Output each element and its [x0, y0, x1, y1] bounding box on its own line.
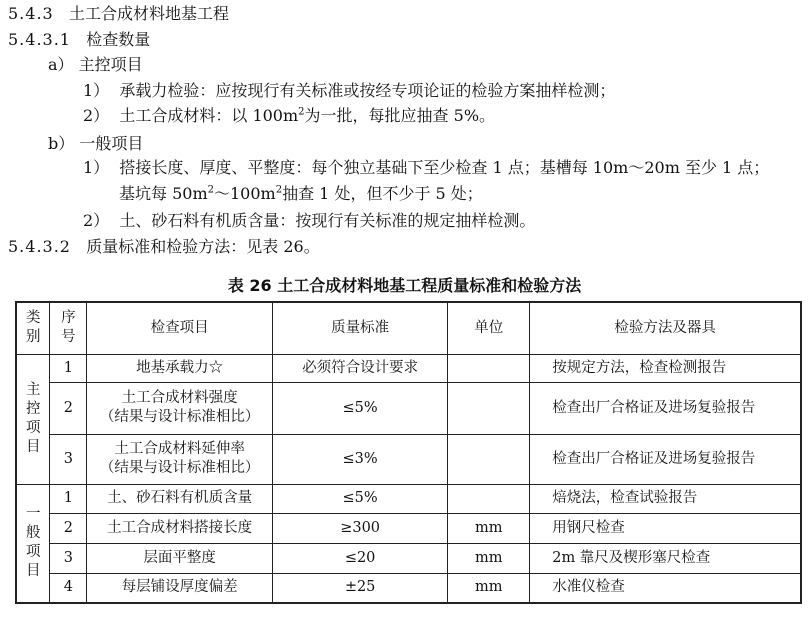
- cell-method: 2m 靠尺及楔形塞尺检查: [530, 543, 801, 573]
- group-label-main: 主 控 项 目: [16, 354, 50, 484]
- cell-item: 土工合成材料搭接长度: [87, 513, 272, 543]
- cell-standard: ≤5%: [272, 484, 448, 513]
- header-item: 检查项目: [87, 302, 272, 354]
- cell-unit: mm: [448, 513, 530, 543]
- cell-item: 土、砂石料有机质含量: [87, 484, 272, 513]
- table-row: [16, 543, 801, 573]
- cell-unit: [448, 434, 530, 484]
- section-heading-5-4-3-2: 5.4.3.2 质量标准和检验方法：见表 26。: [8, 237, 320, 256]
- item-a: a） 主控项目: [48, 55, 143, 74]
- cell-method: 用钢尺检查: [530, 513, 801, 543]
- cell-seq: 2: [50, 382, 87, 434]
- cell-standard: ≤20: [272, 543, 448, 573]
- cell-standard: ±25: [272, 573, 448, 603]
- item-b1: 1） 搭接长度、厚度、平整度：每个独立基础下至少检查 1 点；基槽每 10m～20m 至少 1 点；: [83, 158, 770, 177]
- cell-method: 水准仪检查: [530, 573, 801, 603]
- cell-seq: 1: [50, 354, 87, 382]
- table-row: [16, 434, 801, 484]
- table-row: [16, 382, 801, 434]
- cell-unit: mm: [448, 543, 530, 573]
- item-a2: 2） 土工合成材料：以 $100m^2$为一批，每批应抽查 5%。: [83, 106, 496, 125]
- cell-item: 土工合成材料延伸率 （结果与设计标准相比）: [87, 434, 272, 484]
- cell-unit: [448, 484, 530, 513]
- cell-standard: ≥300: [272, 513, 448, 543]
- cell-method: 检查出厂合格证及进场复验报告: [530, 434, 801, 484]
- item-b2: 2） 土、砂石料有机质含量：按现行有关标准的规定抽样检测。: [83, 211, 536, 230]
- table-row: [16, 484, 801, 513]
- cell-method: 检查出厂合格证及进场复验报告: [530, 382, 801, 434]
- cell-unit: [448, 354, 530, 382]
- cell-seq: 1: [50, 484, 87, 513]
- cell-seq: 2: [50, 513, 87, 543]
- header-unit: 单位: [448, 302, 530, 354]
- item-b1-continuation: 基坑每 $50m^2\sim 100m^2$抽查 1 处，但不少于 5 处；: [119, 184, 483, 203]
- table-caption: 表 26 土工合成材料地基工程质量标准和检验方法: [227, 276, 582, 295]
- cell-unit: mm: [448, 573, 530, 603]
- table-header-row: [16, 302, 801, 354]
- header-method: 检验方法及器具: [530, 302, 801, 354]
- cell-item: 层面平整度: [87, 543, 272, 573]
- header-category: 类 别: [16, 302, 50, 354]
- cell-item: 土工合成材料强度 （结果与设计标准相比）: [87, 382, 272, 434]
- cell-standard: 必须符合设计要求: [272, 354, 448, 382]
- section-heading-5-4-3-1: 5.4.3.1 检查数量: [8, 30, 151, 49]
- cell-unit: [448, 382, 530, 434]
- cell-seq: 4: [50, 573, 87, 603]
- cell-method: 焙烧法，检查试验报告: [530, 484, 801, 513]
- header-seq: 序 号: [50, 302, 87, 354]
- header-standard: 质量标准: [272, 302, 448, 354]
- group-label-general: 一 般 项 目: [16, 484, 50, 603]
- cell-standard: ≤3%: [272, 434, 448, 484]
- cell-seq: 3: [50, 543, 87, 573]
- cell-item: 每层铺设厚度偏差: [87, 573, 272, 603]
- table-row: [16, 573, 801, 603]
- table-row: [16, 354, 801, 382]
- item-b: b） 一般项目: [48, 134, 144, 153]
- table-row: [16, 513, 801, 543]
- cell-standard: ≤5%: [272, 382, 448, 434]
- cell-seq: 3: [50, 434, 87, 484]
- cell-item: 地基承载力☆: [87, 354, 272, 382]
- section-heading-5-4-3: 5.4.3 土工合成材料地基工程: [8, 4, 229, 23]
- quality-standard-table: [15, 301, 802, 604]
- item-a1: 1） 承载力检验：应按现行有关标准或按经专项论证的检验方案抽样检测；: [83, 81, 616, 100]
- cell-method: 按规定方法，检查检测报告: [530, 354, 801, 382]
